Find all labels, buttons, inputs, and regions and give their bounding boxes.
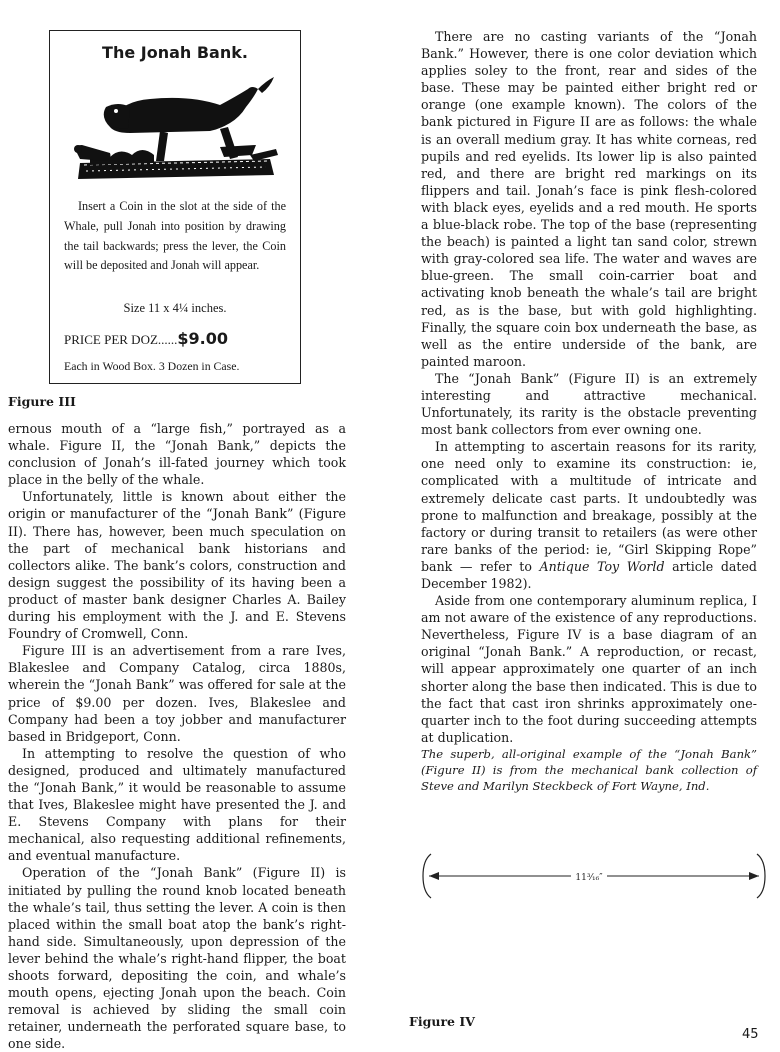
publication-title: Antique Toy World — [539, 558, 665, 574]
paragraph: There are no casting variants of the “Jonah Bank.” However, there is one color deviation which applies soley to the front, rear and sides of the base. These may be painted either bright red or orange (one example known). The colors of the bank pictured in Figure II are as follows: the whale is an overall medium gray. It has white corneas, red pupils and red eyelids. Its lower lip is also painted red, and there are bright red markings on its flippers and tail. Jonah’s face is pink flesh-colored with black eyes, eyelids and a red mouth. He sports a blue-black robe. The top of the base (representing the beach) is painted a light tan sand color, strewn with gray-colored sea life. The water and waves are blue-green. The small coin-carrier boat and activating knob beneath the whale’s tail are bright red, as is the base, but with gold highlighting. Finally, the square coin box underneath the base, as well as the entire underside of the bank, are painted maroon. — [421, 29, 757, 369]
diagram-measurement: 11³⁄₁₆″ — [575, 873, 603, 883]
paragraph — [421, 438, 757, 592]
paragraph: Figure III is an advertisement from a rare Ives, Blakeslee and Company Catalog, circa 1880s, wherein the “Jonah Bank” was offered for sale at the price of $9.00 per dozen. Ives, Blakeslee and Company had been a toy jobber and manufacturer based in Bridgeport, Conn. — [8, 643, 346, 744]
photo-credit: The superb, all-original example of the “Jonah Bank” (Figure II) is from the mechanical bank collection of Steve and Marilyn Steckbeck of Fort Wayne, Ind. — [421, 746, 757, 793]
arrow-left-icon — [429, 872, 439, 880]
jonah-bank-advertisement — [49, 30, 301, 384]
paragraph: Unfortunately, little is known about either the origin or manufacturer of the “Jonah Bank” (Figure II). There has, however, been much speculation on the part of mechanical bank historians and collectors alike. The bank’s colors, construction and design suggest the possibility of its having been a product of master bank designer Charles A. Bailey during his employment with the J. and E. Stevens Foundry of Cromwell, Conn. — [8, 489, 346, 642]
right-column — [421, 28, 757, 794]
figure-3-caption: Figure III — [8, 394, 76, 409]
paragraph: Aside from one contemporary aluminum replica, I am not aware of the existence of any reproductions. Nevertheless, Figure IV is a base diagram of an original “Jonah Bank.” A reproduction, or recast, will appear approximately one quarter of an inch shorter along the base then indicated. This is due to the fact that cast iron shrinks approximately one-quarter inch to the foot during succeeding attempts at duplication. — [421, 593, 757, 745]
paragraph: Operation of the “Jonah Bank” (Figure II) is initiated by pulling the round knob located beneath the whale’s tail, thus setting the lever. A coin is then placed within the small boat atop the bank’s right-hand side. Simultaneously, upon depression of the lever behind the whale’s right-hand flipper, the boat shoots forward, depositing the coin, and whale’s mouth opens, ejecting Jonah upon the beach. Coin removal is achieved by sliding the small coin retainer, underneath the perforated square base, to one side. — [8, 865, 346, 1052]
paragraph-text: In attempting to ascertain reasons for its rarity, one need only to examine its construction: ie, complicated with a multitude of intricate and extremely delicate cast parts. It undoubtedly was prone to malfunction and breakage, possibly at the factory or during transit to retailers (as were other rare banks of the period: ie, “Girl Skipping Rope” bank — refer to — [421, 439, 757, 574]
left-column — [8, 420, 346, 1052]
paragraph: In attempting to resolve the question of who designed, produced and ultimately manufactured the “Jonah Bank,” it would be reasonable to assume that Ives, Blakeslee might have presented the J. and E. Stevens Company with plans for their mechanical, also requesting additional refinements, and eventual manufacture. — [8, 745, 346, 864]
ad-instructions: Insert a Coin in the slot at the side of the Whale, pull Jonah into position by drawing the tail backwards; press the lever, the Coin will be deposited and Jonah will appear. — [64, 199, 286, 273]
ad-title: The Jonah Bank. — [102, 43, 248, 62]
figure-4-caption: Figure IV — [409, 1014, 475, 1029]
ad-size: Size 11 x 4¼ inches. — [123, 301, 227, 315]
ad-price-label: PRICE PER DOZ...... — [64, 332, 178, 347]
paragraph: ernous mouth of a “large fish,” portrayed as a whale. Figure II, the “Jonah Bank,” depicts the conclusion of Jonah’s ill-fated journey which took place in the belly of the whale. — [8, 421, 346, 488]
page-number: 45 — [742, 1027, 759, 1042]
base-diagram — [421, 850, 767, 902]
jonah-bank-illustration — [70, 67, 282, 185]
ad-packaging: Each in Wood Box. 3 Dozen in Case. — [64, 359, 240, 373]
ad-price-value: $9.00 — [177, 329, 229, 348]
paragraph-text: article dated December 1982). — [421, 558, 757, 591]
ad-price — [64, 329, 286, 348]
paragraph: The “Jonah Bank” (Figure II) is an extremely interesting and attractive mechanical. Unfortunately, its rarity is the obstacle preventing most bank collectors from ever owning one. — [421, 370, 757, 438]
arrow-right-icon — [749, 872, 759, 880]
